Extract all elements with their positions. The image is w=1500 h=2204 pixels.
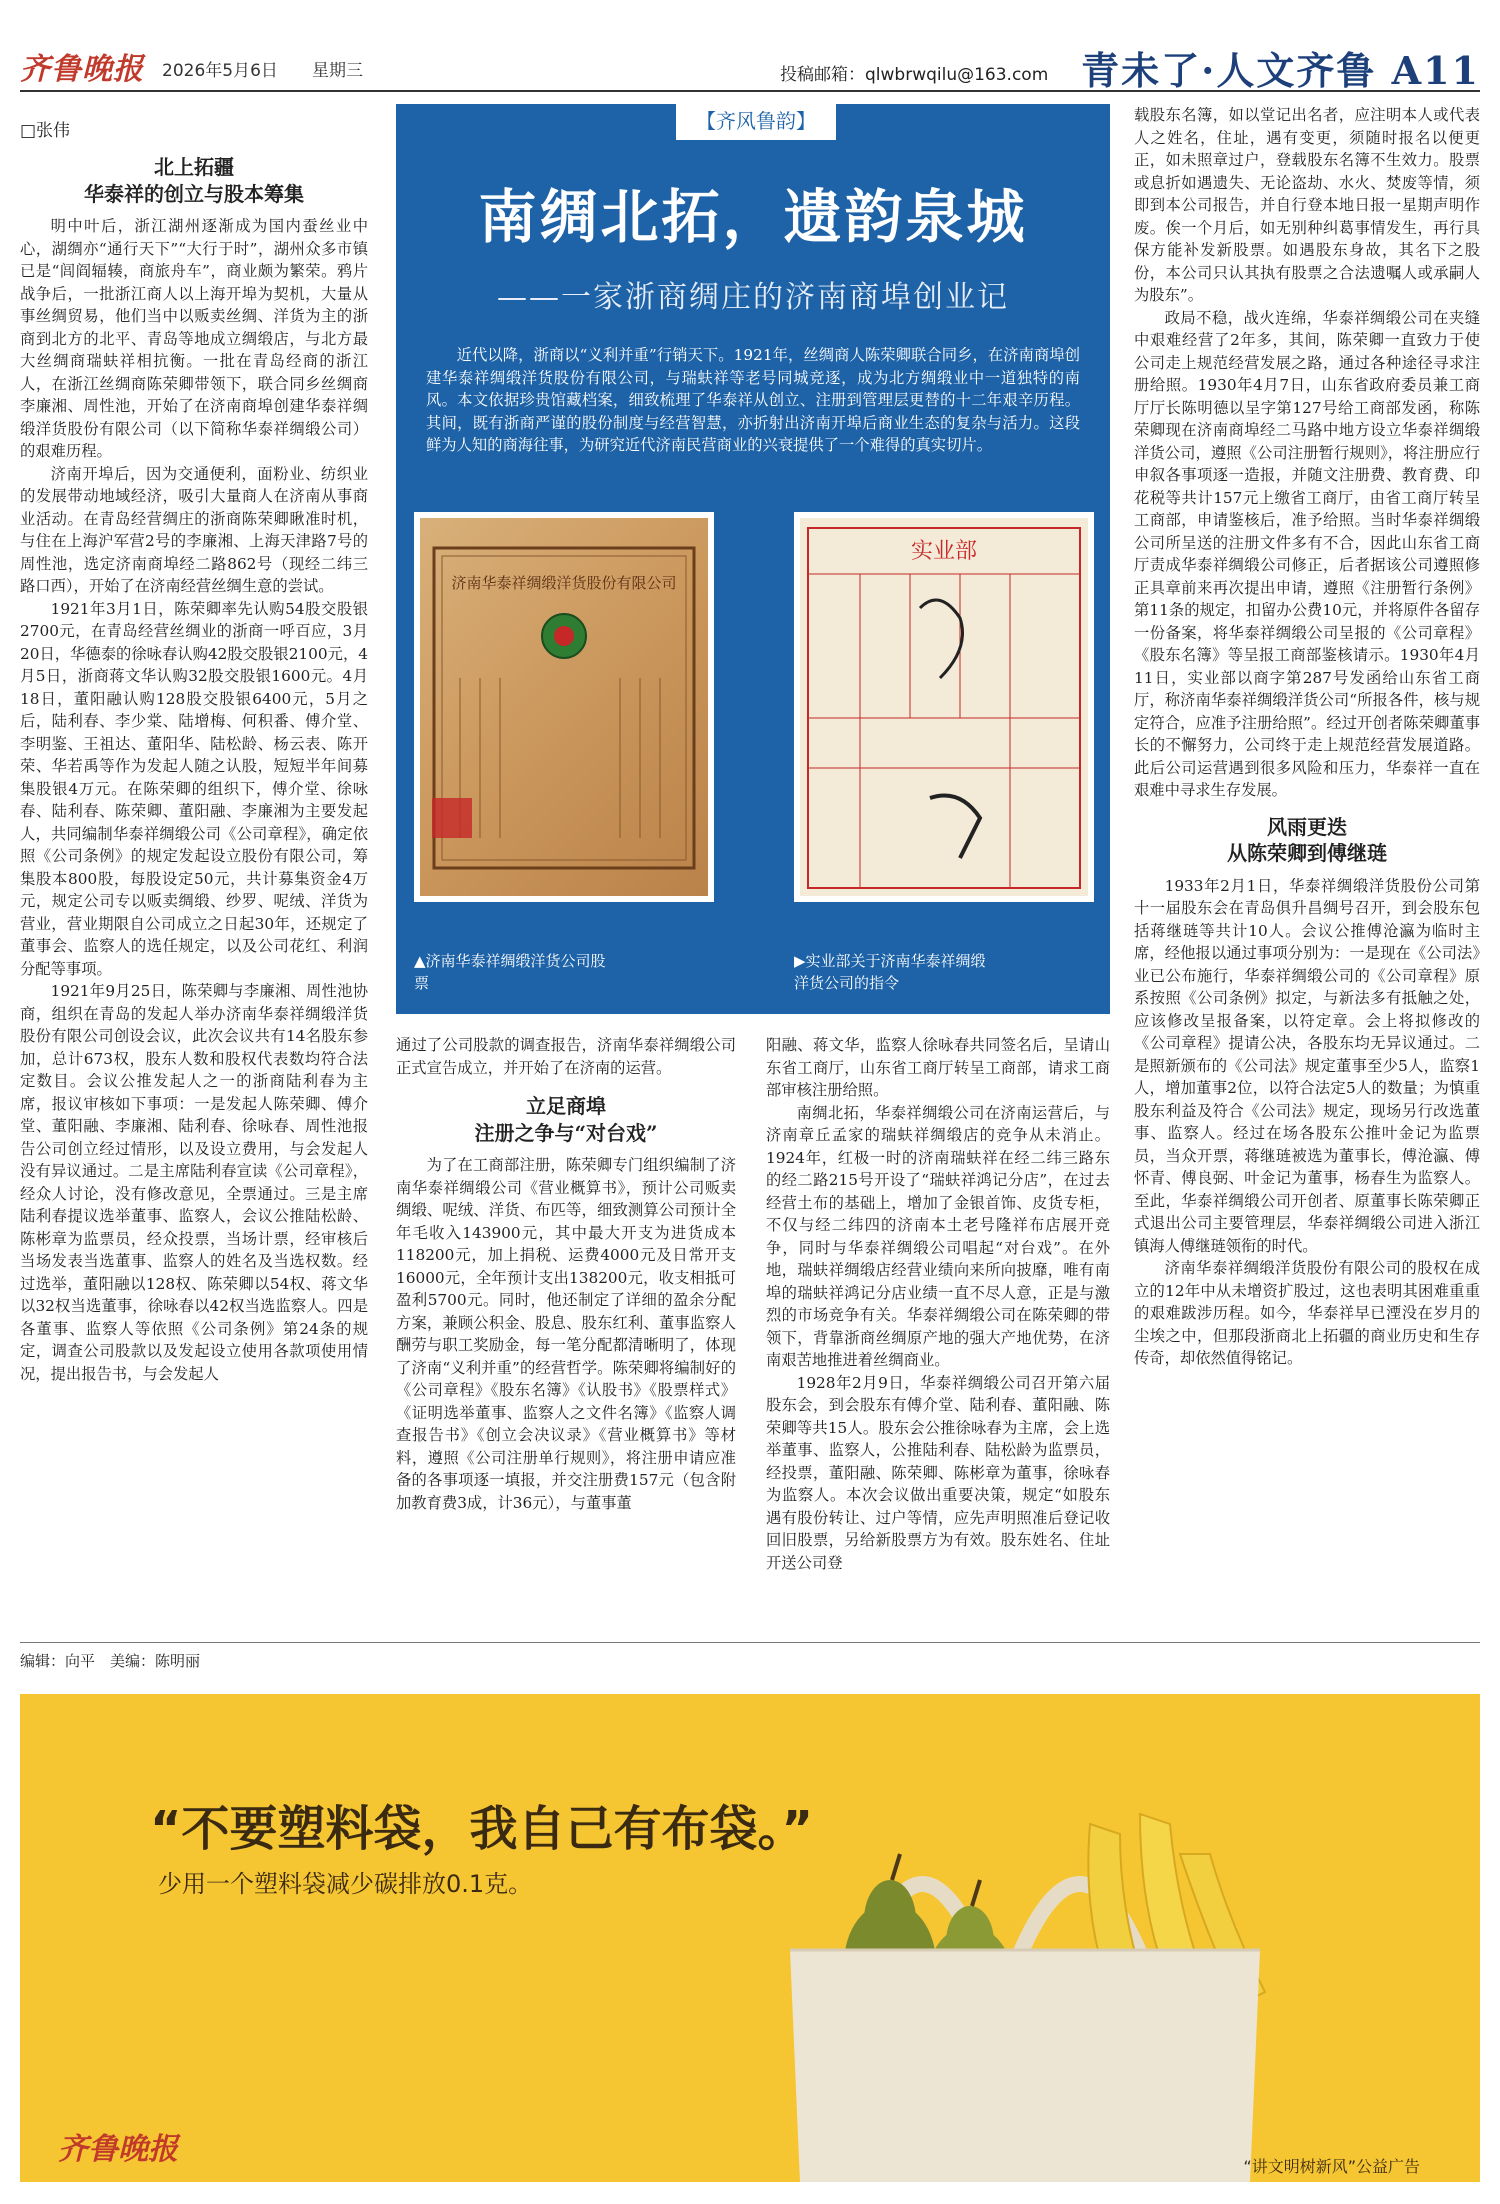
photo-caption-2: ▶实业部关于济南华泰祥绸缎洋货公司的指令	[794, 952, 986, 992]
directive-header: 实业部	[910, 539, 978, 564]
issue-date: 2026年5月6日	[162, 61, 278, 81]
paragraph: 载股东名簿，如以堂记出名者，应注明本人或代表人之姓名，住址，遇有变更，须随时报名以便更正，如未照章过户，登载股东名簿不生效力。股票或息折如遇遗失、无论盗劫、水火、焚废等情，须即到本公司报告，并自行登本地日报一星期声明作废。俟一个月后，如无别种纠葛事情发生，再行具保方能补发新股票。如遇股东身故，其名下之股份，本公司只认其执有股票之合法遗嘱人或承嗣人为股东”。	[1134, 106, 1480, 304]
issue-weekday: 星期三	[312, 61, 363, 81]
section-subheading-2: 注册之争与“对台戏”	[474, 1120, 658, 1145]
paragraph: 政局不稳，战火连绵，华泰祥绸缎公司在夹缝中艰难经营了2年多，其间，陈荣卿一直致力于使公司走上规范经营发展之路，通过各种途径寻求注册给照。1930年4月7日，山东省政府委员兼工商厅厅长陈明德以呈字第127号给工商部发函，称陈荣卿现在济南商埠经二马路中地方设立华泰祥绸缎洋货公司，遵照《公司注册暂行规则》，将注册应行申叙各事项逐一造报，并随文注册费、教育费、印花税等共计157元上缴省工商厅，由省工商厅转呈工商部，申请鉴核后，准予给照。当时华泰祥绸缎公司所呈送的注册文件多有不合，因此山东省工商厅责成华泰祥绸缎公司修正，后者据该公司遵照修正具章前来再次提出申请，遵照《注册暂行条例》第11条的规定，扣留办公费10元，并将原件各留存一份备案，将华泰祥绸缎公司呈报的《公司章程》《股东名簿》等呈报工商部鉴核请示。1930年4月11日，实业部以商字第287号发函给山东省工商厅，称济南华泰祥绸缎洋货公司“所报各件，核与规定符合，应准予注册给照”。经过开创者陈荣卿董事长的不懈努力，公司终于走上规范经营发展道路。此后公司运营遇到很多风险和压力，华泰祥一直在艰难中寻求生存发展。	[1134, 308, 1480, 799]
feature-box	[396, 104, 1110, 1014]
article-column-1	[20, 148, 368, 1636]
paragraph: 济南开埠后，因为交通便利，面粉业、纺织业的发展带动地域经济，吸引大量商人在济南从事商业活动。在青岛经营绸庄的浙商陈荣卿瞅准时机，与住在上海沪军营2号的李廉湘、上海天津路7号的周性池，选定济南商埠经二路862号（现经二纬三路口西），开始了在济南经营丝绸生意的尝试。	[20, 464, 368, 595]
page-header	[20, 0, 1480, 93]
section-subheading-1: 华泰祥的创立与股本筹集	[84, 181, 304, 206]
paragraph: 明中叶后，浙江湖州逐渐成为国内蚕丝业中心，湖绸亦“通行天下”“大行于时”，湖州众多市镇已是“闾阎辐辏，商旅舟车”，商业颇为繁荣。鸦片战争后，一批浙江商人以上海开埠为契机，大量从事丝绸贸易，他们当中以贩卖丝绸、洋货为主的浙商到北方的北平、青岛等地成立绸缎店，与北方最大丝绸商瑞蚨祥相抗衡。一批在青岛经商的浙江人，在浙江丝绸商陈荣卿带领下，联合同乡丝绸商李廉湘、周性池，开始了在济南商埠创建华泰祥绸缎洋货股份有限公司（以下简称华泰祥绸缎公司）的艰难历程。	[20, 217, 368, 460]
public-service-ad	[20, 1694, 1480, 2182]
paragraph: 通过了公司股款的调查报告，济南华泰祥绸缎公司正式宣告成立，并开始了在济南的运营。	[396, 1036, 736, 1077]
stock-certificate-illustration	[420, 518, 708, 896]
footer-divider	[20, 1642, 1480, 1643]
sub-headline: ——一家浙商绸庄的济南商埠创业记	[497, 280, 1009, 315]
author-byline: □张伟	[20, 121, 71, 141]
section-heading-2: 立足商埠	[526, 1094, 606, 1118]
ad-headline: “不要塑料袋，我自己有布袋。”	[150, 1801, 814, 1857]
section-title: 青未了·人文齐鲁 A11	[1081, 48, 1480, 93]
certificate-title: 济南华泰祥绸缎洋货股份有限公司	[451, 574, 677, 592]
editor-credit: 编辑：向平 美编：陈明丽	[20, 1652, 201, 1670]
ad-subline: 少用一个塑料袋减少碳排放0.1克。	[158, 1870, 533, 1898]
stock-certificate-photo	[414, 512, 714, 902]
section-subheading-3: 从陈荣卿到傅继琏	[1227, 841, 1387, 865]
header-divider	[20, 90, 1480, 92]
headline: 南绸北拓，遗韵泉城	[478, 183, 1028, 251]
section-heading-1: 北上拓疆	[154, 155, 234, 179]
section-heading-3: 风雨更迭	[1267, 814, 1347, 839]
psa-label: “讲文明树新风”公益广告	[1243, 2157, 1420, 2176]
cloth-bag-icon	[790, 1950, 1260, 2182]
paragraph: 1921年3月1日，陈荣卿率先认购54股交股银2700元，在青岛经营丝绸业的浙商一呼百应，3月20日，华德泰的徐咏春认购42股交股银2100元，4月5日，浙商蒋文华认购32股交股银1600元。4月18日，董阳融认购128股交股银6400元，5月之后，陆利春、李少棠、陆增梅、何积番、傅介堂、李明鉴、王祖达、董阳华、陆松龄、杨云表、陈开荣、华若禹等作为发起人随之认股，短短半年间募集股银4万元。在陈荣卿的组织下，傅介堂、徐咏春、陆利春、陈荣卿、董阳融、李廉湘为主要发起人，共同编制华泰祥绸缎公司《公司章程》，确定依照《公司条例》的规定发起设立股份有限公司，筹集股本800股，每股设定50元，共计募集资金4万元，规定公司专以贩卖绸缎、纱罗、呢绒、洋货为营业，营业期限自公司成立之日起30年，还规定了董事会、监察人的选任规定，以及公司花红、利润分配等事项。	[20, 599, 368, 978]
ad-illustration	[20, 1694, 1480, 2182]
paragraph: 阳融、蒋文华，监察人徐咏春共同签名后，呈请山东省工商厅，山东省工商厅转呈工商部，请求工商部审核注册给照。	[766, 1036, 1110, 1099]
ministry-directive-photo	[794, 512, 1094, 902]
newspaper-logo: 齐鲁晚报	[20, 52, 144, 87]
paragraph: 为了在工商部注册，陈荣卿专门组织编制了济南华泰祥绸缎公司《营业概算书》，预计公司贩卖绸缎、呢绒、洋货、布匹等，细致测算公司预计全年毛收入143900元，其中最大开支为进货成本118200元，加上捐税、运费4000元及日常开支16000元，全年预计支出138200元，收支相抵可盈利5700元。同时，他还制定了详细的盈余分配方案，兼顾公积金、股息、股东红利、董事监察人酬劳与职工奖励金，每一笔分配都清晰明了，体现了济南“义利并重”的经营哲学。陈荣卿将编制好的《公司章程》《股东名簿》《认股书》《股票样式》《证明选举董事、监察人之文件名簿》《监察人调查报告书》《创立会决议录》《营业概算书》等材料，遵照《公司注册单行规则》，将注册申请应准备的各事项逐一填报，并交注册费157元（包含附加教育费3成，计36元），与董事董	[396, 1156, 736, 1512]
paragraph: 1928年2月9日，华泰祥绸缎公司召开第六届股东会，到会股东有傅介堂、陆利春、董阳融、陈荣卿等共15人。股东会公推徐咏春为主席，会上选举董事、监察人，公推陆利春、陆松龄为监票员，经投票，董阳融、陈荣卿、陈彬章为董事，徐咏春为监察人。本次会议做出重要决策，规定“如股东遇有股份转让、过户等情，应先声明照准后登记收回旧股票，另给新股票方为有效。股东姓名、住址开送公司登	[766, 1373, 1110, 1572]
article-column-2	[396, 1034, 736, 1634]
column-tag: 【齐风鲁韵】	[676, 104, 836, 140]
lead-paragraph: 近代以降，浙商以“义利并重”行销天下。1921年，丝绸商人陈荣卿联合同乡，在济南商埠创建华泰祥绸缎洋货股份有限公司，与瑞蚨祥等老号同城竞逐，成为北方绸缎业中一道独特的南风。本文依据珍贵馆藏档案，细致梳理了华泰祥从创立、注册到管理层更替的十二年艰辛历程。其间，既有浙商严谨的股份制度与经营智慧，亦折射出济南开埠后商业生态的复杂与活力。这段鲜为人知的商海往事，为研究近代济南民营商业的兴衰提供了一个难得的真实切片。	[426, 346, 1080, 454]
paragraph: 南绸北拓，华泰祥绸缎公司在济南运营后，与济南章丘孟家的瑞蚨祥绸缎店的竞争从未消止。1924年，红极一时的济南瑞蚨祥在经二纬三路东的经二路215号开设了“瑞蚨祥鸿记分店”，在过去经营土布的基础上，增加了金银首饰、皮货专柜，不仅与经二纬四的济南本土老号隆祥布店展开竞争，同时与华泰祥绸缎公司唱起“对台戏”。在外地，瑞蚨祥绸缎店经营业绩向来所向披靡，唯有南埠的瑞蚨祥鸿记分店业绩一直不尽人意，正是与激烈的市场竞争有关。华泰祥绸缎公司在陈荣卿的带领下，背靠浙商丝绸原产地的强大产地优势，在济南艰苦地推进着丝绸商业。	[766, 1103, 1110, 1369]
directive-document-illustration	[800, 518, 1088, 896]
ad-newspaper-logo: 齐鲁晚报	[58, 2132, 178, 2167]
photo-caption-1: ▲济南华泰祥绸缎洋货公司股票	[414, 952, 606, 992]
article-column-3	[766, 1034, 1110, 1634]
paragraph: 1933年2月1日，华泰祥绸缎洋货股份公司第十一届股东会在青岛俱升昌绸号召开，到会股东包括蒋继琏等共计10人。会议公推傅沧瀛为临时主席，经他报以通过事项分别为：一是现在《公司法》业已公布施行，华泰祥绸缎公司的《公司章程》原系按照《公司条例》拟定，与新法多有抵触之处，应该修改呈报备案，以符定章。会上将拟修改的《公司章程》提请公决，各股东均无异议通过。二是照新颁布的《公司法》规定董事至少5人，监察1人，增加董事2位，以符合法定5人的数量；为慎重股东利益及符合《公司法》规定，现场另行改选董事、监察人。经过在场各股东公推叶金记为监票员，当众开票，蒋继琏被选为董事长，傅沧瀛、傅怀青、傅良弼、叶金记为董事，杨春生为监察人。至此，华泰祥绸缎公司开创者、原董事长陈荣卿正式退出公司主要管理层，华泰祥绸缎公司进入浙江镇海人傅继琏领衔的时代。	[1134, 876, 1480, 1255]
submission-email: 投稿邮箱：qlwbrwqilu@163.com	[780, 65, 1049, 85]
article-column-4	[1134, 104, 1480, 1634]
paragraph: 1921年9月25日，陈荣卿与李廉湘、周性池协商，组织在青岛的发起人举办济南华泰祥绸缎洋货股份有限公司创设会议，此次会议共有14名股东参加，总计673权，股东人数和股权代表数均符合法定数目。会议公推发起人之一的浙商陆利春为主席，报议审核如下事项：一是发起人陈荣卿、傅介堂、董阳融、李廉湘、陆利春、徐咏春、周性池报告公司创立经过情形，以及设立费用，与会发起人没有异议通过。二是主席陆利春宣读《公司章程》，经众人讨论，没有修改意见，全票通过。三是主席陆利春提议选举董事、监察人，会议公推陆松龄、陈彬章为监票员，经众投票，当场计票，经审核后当场发表当选董事、监察人的姓名及当选权数。经过选举，董阳融以128权、陈荣卿以54权、蒋文华以32权当选董事，徐咏春以42权当选监察人。四是各董事、监察人等依照《公司条例》第24条的规定，调查公司股款以及发起设立使用各款项使用情况，提出报告书，与会发起人	[20, 982, 368, 1383]
paragraph: 济南华泰祥绸缎洋货股份有限公司的股权在成立的12年中从未增资扩股过，这也表明其困难重重的艰难跋涉历程。如今，华泰祥早已湮没在岁月的尘埃之中，但那段浙商北上拓疆的商业历史和生存传奇，却依然值得铭记。	[1134, 1259, 1480, 1367]
